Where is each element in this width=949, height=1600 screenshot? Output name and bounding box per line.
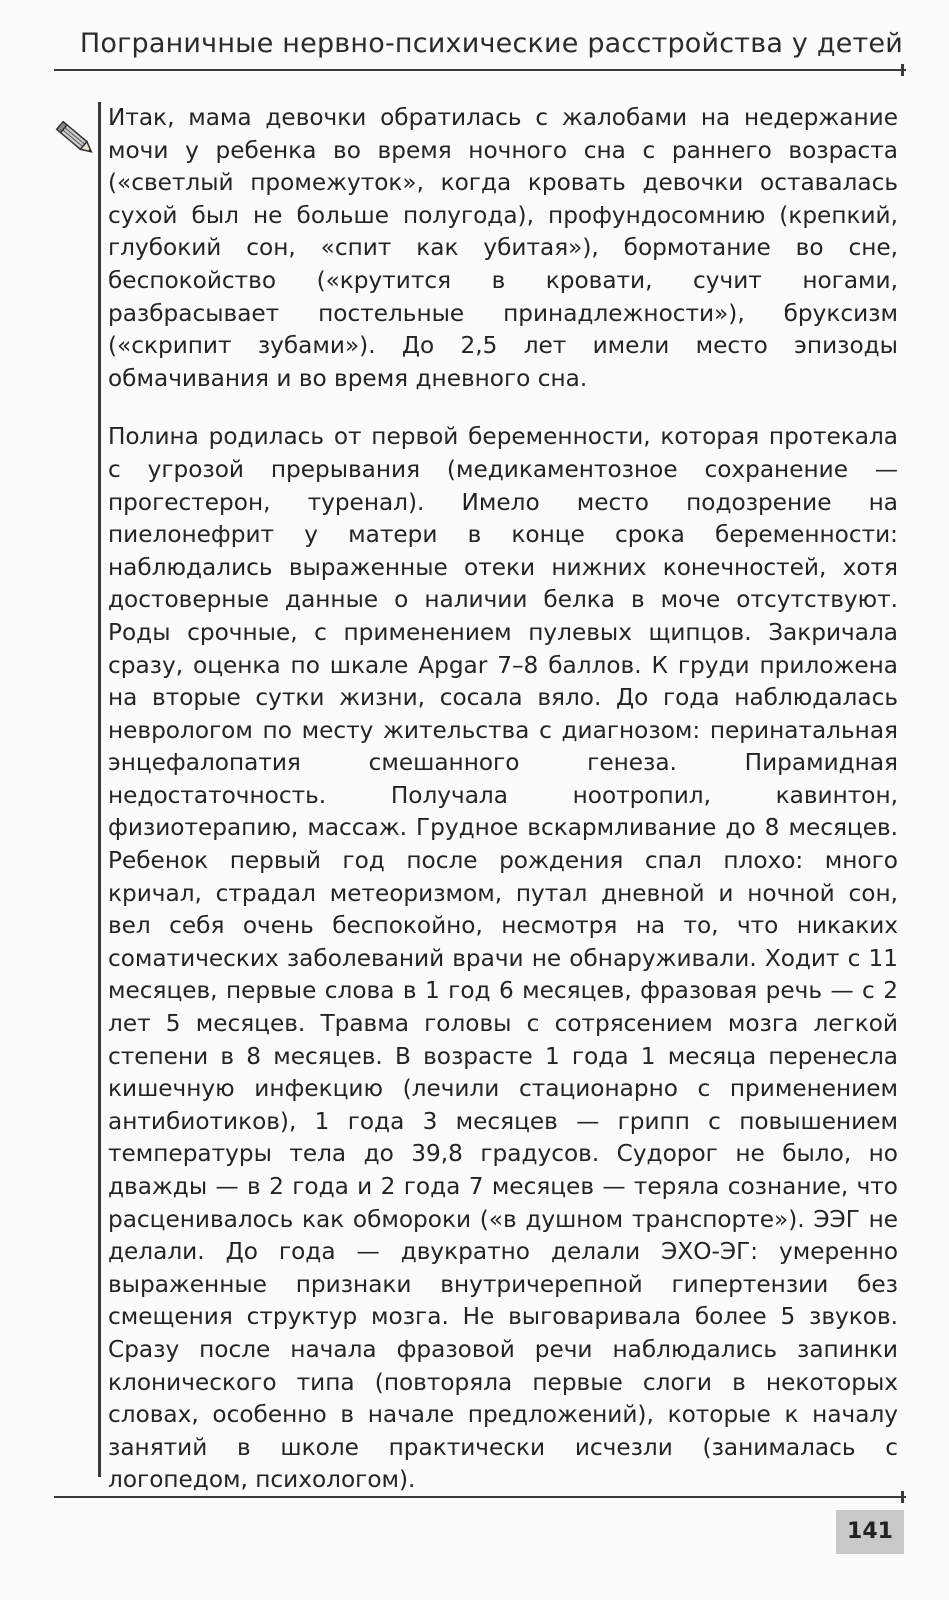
pencil-icon	[52, 115, 100, 163]
body-text	[108, 102, 898, 1497]
paragraph-complaints: Итак, мама девочки обратилась с жалобами на недержание мочи у ребенка во время ночного сна с раннего возраста («светлый промежуток», когда кровать девочки оставалась сухой был не больше полугода), профундосомнию (крепкий, глубокий сон, «спит как убитая»), бормотание во сне, беспокойство («крутится в кровати, сучит ногами, разбрасывает постельные принадлежности»), бруксизм («скрипит зубами»). До 2,5 лет имели место эпизоды обмачивания и во время дневного сна.	[108, 104, 898, 392]
footer-rule	[54, 1496, 906, 1498]
running-header: Пограничные нервно-психические расстройства у детей	[79, 28, 903, 59]
page-number: 141	[836, 1510, 904, 1554]
margin-bar	[98, 102, 101, 1477]
header-rule	[54, 69, 906, 71]
footer-rule-end	[901, 1491, 904, 1503]
header-rule-end	[901, 64, 904, 76]
paragraph-anamnesis: Полина родилась от первой беременности, которая протекала с угрозой прерывания (медикаментозное сохранение — прогестерон, туренал). Имело место подозрение на пиелонефрит у матери в конце срока беременности: наблюдались выраженные отеки нижних конечностей, хотя достоверные данные о наличии белка в моче отсутствуют. Роды срочные, с применением пулевых щипцов. Закричала сразу, оценка по шкале Apgar 7–8 баллов. К груди приложена на вторые сутки жизни, сосала вяло. До года наблюдалась неврологом по месту жительства с диагнозом: перинатальная энцефалопатия смешанного генеза. Пирамидная недостаточность. Получала ноотропил, кавинтон, физиотерапию, массаж. Грудное вскармливание до 8 месяцев. Ребенок первый год после рождения спал плохо: много кричал, страдал метеоризмом, путал дневной и ночной сон, вел себя очень беспокойно, несмотря на то, что никаких соматических заболеваний врачи не обнаруживали. Ходит с 11 месяцев, первые слова в 1 год 6 месяцев, фразовая речь — с 2 лет 5 месяцев. Травма головы с сотрясением мозга легкой степени в 8 месяцев. В возрасте 1 года 1 месяца перенесла кишечную инфекцию (лечили стационарно с применением антибиотиков), 1 года 3 месяцев — грипп с повышением температуры тела до 39,8 градусов. Судорог не было, но дважды — в 2 года и 2 года 7 месяцев — теряла сознание, что расценивалось как обмороки («в душном транспорте»). ЭЭГ не делали. До года — двукратно делали ЭХО-ЭГ: умеренно выраженные признаки внутричерепной гипертензии без смещения структур мозга. Не выговаривала более 5 звуков. Сразу после начала фразовой речи наблюдались запинки клонического типа (повторяла первые слоги в некоторых словах, особенно в начале предложений), которые к началу занятий в школе практически исчезли (занималась с логопедом, психологом).	[108, 423, 898, 1494]
